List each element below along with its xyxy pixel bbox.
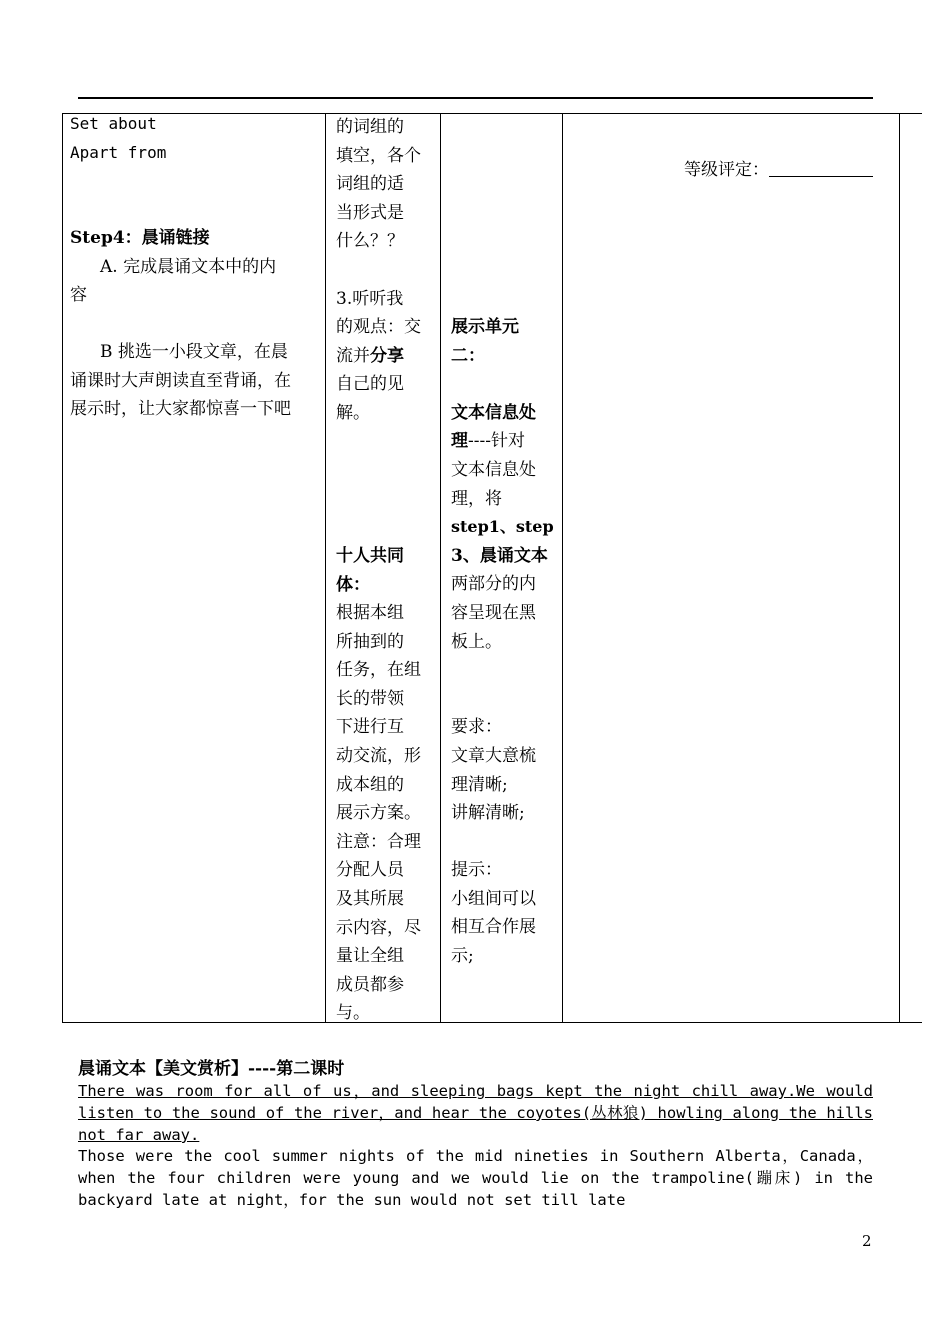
table-cell-grade [684,156,894,185]
section-title: 晨诵文本【美文赏析】----第二课时 [78,1059,345,1079]
text-line-bold: step1、step [451,517,554,537]
text-line: 词组的适 [336,174,404,195]
text-line: 量让全组 [336,946,404,967]
text-processing-heading: 文本信息处 [451,402,536,423]
underlined-passage: There was room for all of us，and sleeping bags kept the night chill away.We would listen to the sound of the river，and hear the coyotes(丛林狼) howling along the hills not far away. [78,1082,873,1144]
table-border-col1 [325,113,326,1022]
item-b-line2: 诵课时大声朗读直至背诵，在 [70,370,291,391]
text-line: 示; [451,946,474,967]
text-line: 根据本组 [336,603,404,624]
reading-paragraph: Those were the cool summer nights of the mid nineties in Southern Alberta，Canada，when the four children were young and we would lie on the trampoline(蹦床) in the backyard late at night，for the sun would not set till late [78,1147,873,1209]
table-border-right [899,113,900,1022]
text-line: 下进行互 [336,717,404,738]
table-border-left [62,113,63,1022]
text-line: 注意：合理 [336,831,421,852]
text-run-bold: 理 [451,431,468,452]
text-line: 与。 [336,1003,370,1024]
page-number: 2 [862,1232,872,1250]
text-line: 理，将 [451,488,502,509]
text-line: 成员都参 [336,974,404,995]
text-line [336,342,438,371]
text-line: 长的带领 [336,688,404,709]
text-line: 板上。 [451,631,502,652]
item-a-line1: A. 完成晨诵文本中的内 [100,256,277,277]
table-border-col3 [562,113,563,1022]
text-line: 当形式是 [336,202,404,223]
text-line: 成本组的 [336,774,404,795]
text-line: 文章大意梳 [451,745,536,766]
text-line: 容呈现在黑 [451,602,536,623]
text-run: 流并 [336,345,370,366]
text-line: 示内容，尽 [336,917,421,938]
text-line: 两部分的内 [451,574,536,595]
item-b-line3: 展示时，让大家都惊喜一下吧 [70,399,291,420]
table-cell-activities [70,110,320,424]
header-rule [78,97,873,99]
text-line [451,427,561,456]
text-line: 理清晰; [451,774,508,795]
requirements-label: 要求： [451,717,502,738]
grade-label: 等级评定： [684,160,769,180]
text-line: 填空，各个 [336,145,421,166]
text-line: 自己的见 [336,374,404,395]
text-line: 3.听听我 [336,288,404,309]
text-line: 小组间可以 [451,888,536,909]
text-line: 解。 [336,402,370,423]
text-line: 分配人员 [336,860,404,881]
grade-blank-line[interactable] [769,159,873,177]
item-a-line2: 容 [70,285,87,306]
community-heading: 体： [336,574,370,595]
table-border-col2 [440,113,441,1022]
text-line-bold: 3、晨诵文本 [451,545,548,566]
hint-label: 提示： [451,860,502,881]
step4-heading: Step4：晨诵链接 [70,228,210,249]
text-run-bold: 分享 [370,345,404,366]
table-bottom-border [62,1022,922,1023]
text-line: 任务，在组 [336,660,421,681]
text-line: 文本信息处 [451,459,536,480]
text-line: 展示方案。 [336,803,421,824]
text-line: 动交流，形 [336,746,421,767]
unit-heading: 展示单元 [451,317,519,337]
table-cell-student-tasks [336,113,438,1028]
text-line: 的词组的 [336,117,404,137]
text-run: ----针对 [468,431,525,452]
table-cell-presentation [451,313,561,971]
text-line: 什么？？ [336,231,404,252]
unit-heading: 二： [451,345,485,366]
text-line: 所抽到的 [336,631,404,652]
community-heading: 十人共同 [336,545,404,566]
phrase-apart-from: Apart from [70,142,167,162]
text-line: 的观点：交 [336,317,421,338]
text-line: 相互合作展 [451,917,536,938]
text-line: 讲解清晰; [451,803,525,824]
item-b-line1: B 挑选一小段文章，在晨 [100,341,288,362]
phrase-set-about: Set about [70,114,157,133]
text-line: 及其所展 [336,889,404,910]
